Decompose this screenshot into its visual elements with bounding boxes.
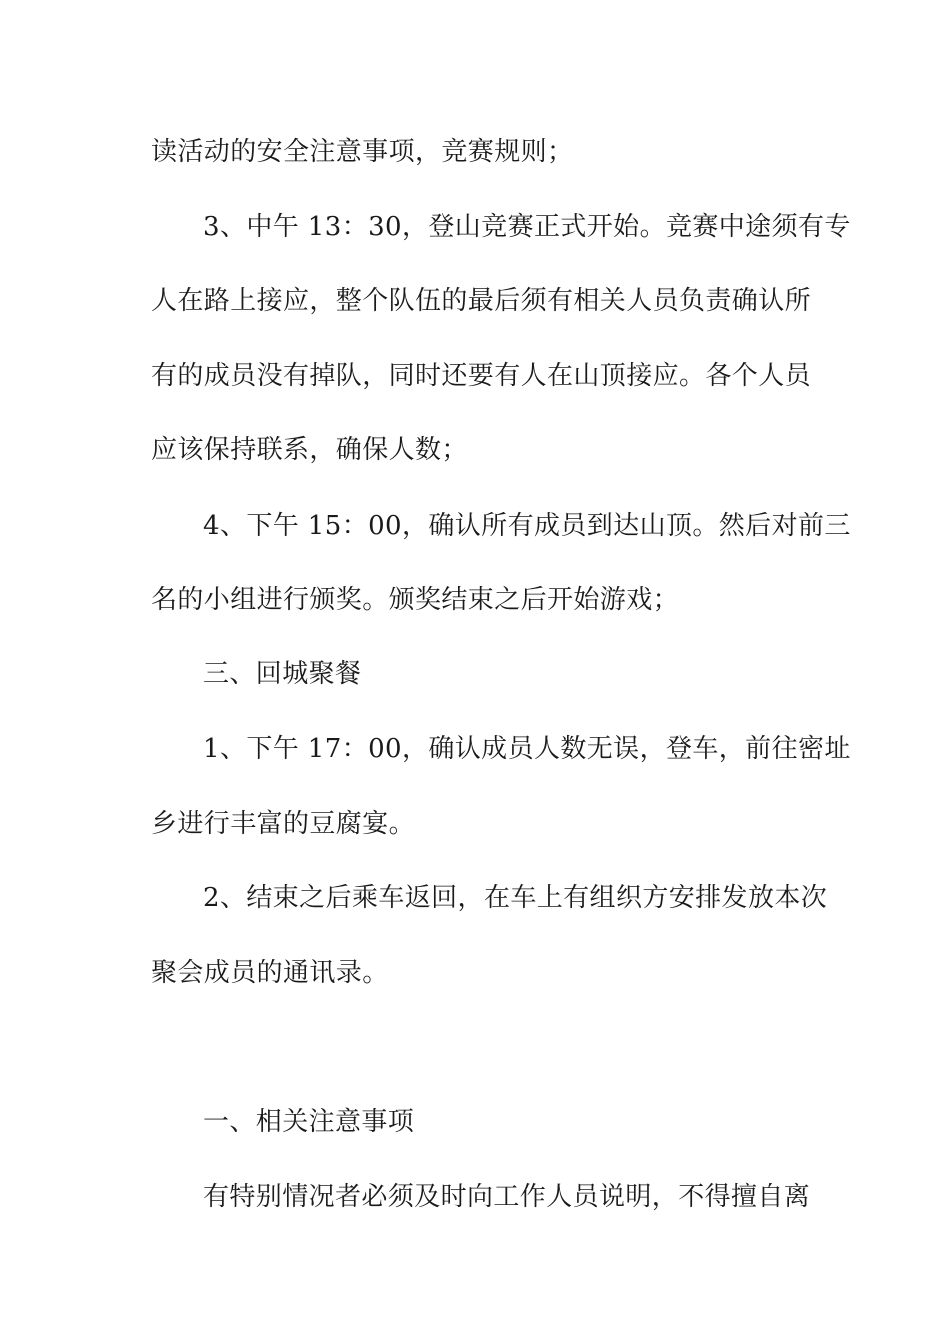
paragraph-line: 乡进行丰富的豆腐宴。 — [151, 809, 416, 839]
section-heading: 三、回城聚餐 — [203, 659, 362, 689]
paragraph-line: 1、下午 17：00，确认成员人数无误，登车，前往密址 — [203, 734, 851, 764]
paragraph-line: 3、中午 13：30，登山竞赛正式开始。竞赛中途须有专 — [203, 212, 851, 242]
paragraph-line: 名的小组进行颁奖。颁奖结束之后开始游戏； — [151, 585, 680, 615]
paragraph-line: 有特别情况者必须及时向工作人员说明，不得擅自离 — [203, 1182, 811, 1212]
paragraph-line: 聚会成员的通讯录。 — [151, 958, 389, 988]
paragraph-line: 4、下午 15：00，确认所有成员到达山顶。然后对前三 — [203, 511, 851, 541]
paragraph-line: 2、结束之后乘车返回，在车上有组织方安排发放本次 — [203, 883, 828, 913]
paragraph-line: 读活动的安全注意事项，竞赛规则； — [151, 137, 574, 167]
paragraph-line: 人在路上接应，整个队伍的最后须有相关人员负责确认所 — [151, 286, 812, 316]
section-heading: 一、相关注意事项 — [203, 1107, 415, 1137]
paragraph-line: 应该保持联系，确保人数； — [151, 435, 468, 465]
paragraph-line: 有的成员没有掉队，同时还要有人在山顶接应。各个人员 — [151, 361, 812, 391]
